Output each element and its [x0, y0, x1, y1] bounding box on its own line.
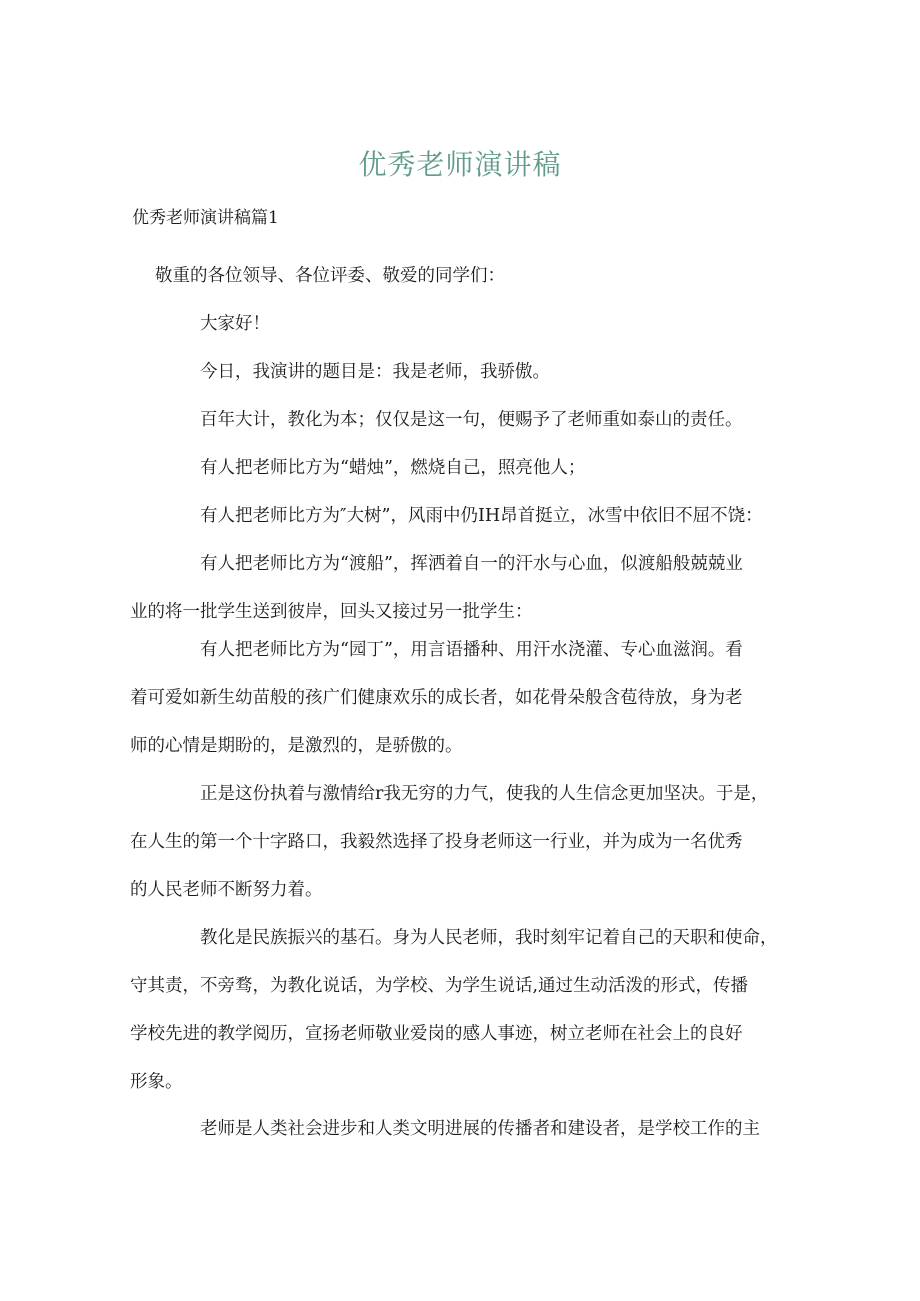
paragraph-line: 今日，我演讲的题目是：我是老师，我骄傲。: [200, 362, 550, 382]
paragraph-line: 教化是民族振兴的基石。身为人民老师，我时刻牢记着自己的天职和使命，: [200, 928, 778, 948]
paragraph-line: 有人把老师比方为“渡船”，挥洒着自一的汗水与心血，似渡船般兢兢业: [200, 554, 743, 574]
paragraph-tree: [130, 492, 795, 540]
paragraph-line: 守其责，不旁骛，为教化说话，为学校、为学生说话,通过生动活泼的形式，传播: [130, 976, 749, 996]
paragraph-line: 有人把老师比方为“园丁”，用言语播种、用汗水浇灌、专心血滋润。看: [200, 640, 743, 660]
paragraph-cornerstone: [130, 914, 795, 1106]
paragraph-line: 大家好！: [200, 314, 270, 334]
paragraph-line: 老师是人类社会进步和人类文明进展的传播者和建设者，是学校工作的主: [200, 1119, 760, 1139]
paragraph-greeting: [130, 252, 795, 300]
paragraph-education-basis: [130, 396, 795, 444]
paragraph-line: 学校先进的教学阅历，宣扬老师敬业爱岗的感人事迹，树立老师在社会上的良好: [130, 1024, 743, 1044]
paragraph-line: 形象。: [130, 1072, 183, 1092]
paragraph-line: 有人把老师比方为“蜡烛”，燃烧自己，照亮他人；: [200, 458, 586, 478]
paragraph-gardener: [130, 626, 795, 770]
paragraph-line: 百年大计，教化为本；仅仅是这一句，便赐予了老师重如泰山的责任。: [200, 410, 743, 430]
paragraph-line: 敬重的各位领导、各位评委、敬爱的同学们：: [155, 266, 505, 286]
document-title: 优秀老师演讲稿: [358, 148, 562, 181]
paragraph-passion: [130, 770, 795, 914]
paragraph-hello: [130, 300, 795, 348]
paragraph-line: 业的将一批学生送到彼岸，回头又接过另一批学生：: [130, 602, 533, 622]
paragraph-line: 正是这份执着与激情给r我无穷的力气，使我的人生信念更加坚决。于是，: [200, 784, 769, 804]
paragraph-topic: [130, 348, 795, 396]
paragraph-line: 着可爱如新生幼苗般的孩广们健康欢乐的成长者，如花骨朵般含苞待放，身为老: [130, 688, 743, 708]
paragraph-line: 有人把老师比方为″大树”，风雨中仍IH昂首挺立，冰雪中依旧不屈不饶：: [200, 506, 763, 526]
paragraph-teacher-role: [130, 1105, 795, 1153]
paragraph-line: 师的心情是期盼的，是激烈的，是骄傲的。: [130, 736, 463, 756]
paragraph-line: 的人民老师不断努力着。: [130, 880, 323, 900]
paragraph-line: 在人生的第一个十字路口，我毅然选择了投身老师这一行业，并为成为一名优秀: [130, 832, 743, 852]
paragraph-ferry: [130, 540, 795, 636]
section-title: 优秀老师演讲稿篇1: [132, 208, 279, 228]
paragraph-candle: [130, 444, 795, 492]
